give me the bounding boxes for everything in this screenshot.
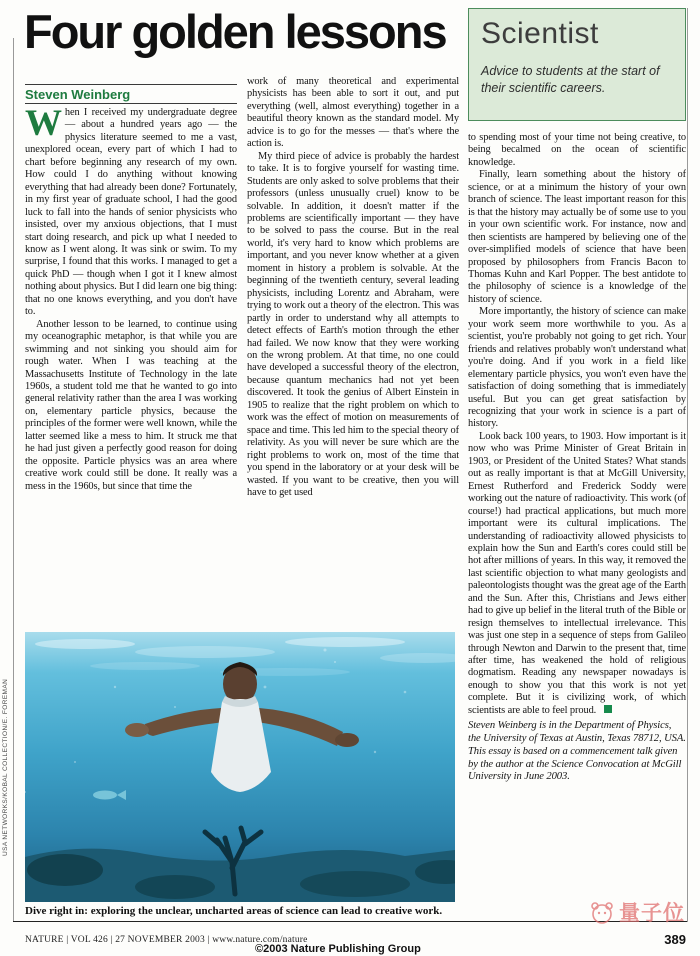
page-number: 389 [664,932,686,947]
scientist-box [468,8,686,121]
paragraph: More importantly, the history of science can make your work seem more worthwhile to you. As a scientist, you're probably not going to get rich. Your friends and relatives probably won't understand what you're doing. And if you work in a field like elementary particle physics, you won't even have the satisfaction of doing something that is immediately useful. But you can get great satisfaction by recognizing that your work in science is a part of history. [468,306,686,430]
footer-rule [13,921,687,922]
paragraph: My third piece of advice is probably the hardest to take. It is to forgive yourself for wasting time. Students are only asked to solve problems that their professors (unless unusually cruel) know to be solvable. In addition, it doesn't matter if the problems are scientifically important — they have to be solved to pass the course. But in the real world, it's very hard to know which problems are important, and you never know whether at a given moment in history a problem is solvable. At the beginning of the twentieth century, several leading physicists, including Lorentz and Abraham, were trying to work out a theory of the electron. This was partly in order to understand why all attempts to detect effects of Earth's motion through the ether had failed. We now know that they were working on the wrong problem. At that time, no one could have developed a successful theory of the electron, because quantum mechanics had not yet been discovered. It took the genius of Albert Einstein in 1905 to realize that the right problem on which to work was the effect of motion on measurements of space and time. This led him to the special theory of relativity. As you will never be sure which are the right problems to work on, most of the time that you spend in the laboratory or at your desk will be wasted. If you want to be creative, then you will have to get used [247,150,459,498]
swimmer-left-hand [125,723,149,737]
scientist-box-subtitle: Advice to students at the start of their scientific careers. [481,64,660,95]
photo-caption: Dive right in: exploring the unclear, uncharted areas of science can lead to creative work. [25,905,443,917]
footer-copyright: ©2003 Nature Publishing Group [255,943,421,955]
watermark [588,897,685,927]
watermark-text: 量子位 [619,901,685,925]
article-column-1 [25,107,237,628]
author-name: Steven Weinberg [25,87,131,102]
drop-cap: W [25,107,62,144]
right-margin-rule [687,8,688,922]
paragraph: work of many theoretical and experimental physicists has been able to sort it out, and put everything (well, almost everything) together in a beautiful theory known as the standard model. My advice is to go for the messes — that's where the action is. [247,76,459,150]
left-margin-rule [13,38,14,922]
page-title: Four golden lessons [24,5,446,58]
swimmer-right-hand [335,733,359,747]
underwater-photo-art [25,632,455,902]
article-column-3 [468,132,686,920]
scientist-box-title: Scientist [481,17,599,50]
article-column-2 [247,76,459,628]
author-bio: Steven Weinberg is in the Department of Physics, the University of Texas at Austin, Texas 78712, USA. This essay is based on a commencement talk given by the author at the Science Convocation at McGill University in June 2003. [468,720,686,783]
author-rule-bottom [25,103,237,104]
paragraph: to spending most of your time not being creative, to being becalmed on the ocean of scientific knowledge. [468,132,686,168]
paragraph-text: Look back 100 years, to 1903. How important is it now who was Prime Minister of Great Britain in 1903, or President of the United States? What stands out as really important is that at McGill University, Ernest Rutherford and Frederick Soddy were working out the nature of radioactivity. This work (of course!) had practical applications, but much more important were its cultural implications. The understanding of radioactivity allowed physicists to explain how the Sun and Earth's cores could still be hot after millions of years. In this way, it removed the last scientific objection to what many geologists and paleontologists thought was the great age of the Earth and the Sun. After this, Christians and Jews either had to give up belief in the literal truth of the Bible or resign themselves to intellectual irrelevance. This was just one step in a sequence of steps from Galileo through Newton and Darwin to the present that, time after time, has weakened the hold of religious dogmatism. Reading any newspaper nowadays is enough to show you that this work is not yet complete. But it is civilizing work, of which scientists are able to feel proud. [468,430,686,716]
paragraph [25,107,237,319]
underwater-photo [25,632,455,902]
paragraph: Another lesson to be learned, to continue using my oceanographic metaphor, is that while you are swimming and not sinking you should aim for rough water. When I was teaching at the Massachusetts Institute of Technology in the late 1960s, a student told me that he wanted to go into general relativity rather than the area I was working on, elementary particle physics, because the principles of the former were well known, while the latter seemed like a mess to him. It struck me that he had just given a perfectly good reason for doing the opposite. Particle physics was an area where creative work could still be done. It really was a mess in the 1960s, but since that time the [25,318,237,492]
paragraph: Finally, learn something about the history of science, or at a minimum the history of your own branch of science. The least important reason for this is that the history may actually be of some use to you in your own scientific work. For instance, now and then scientists are hampered by believing one of the over-simplified models of science that have been proposed by philosophers from Francis Bacon to Thomas Kuhn and Karl Popper. The best antidote to the philosophy of science is a knowledge of the history of science. [468,169,686,305]
watermark-face-icon [588,899,616,925]
paragraph-text: hen I received my undergraduate degree — about a hundred years ago — the physics literature seemed to me a vast, unexplored ocean, every part of which I had to chart before beginning any research of my own. How could I do anything without knowing everything that had already been done? Fortunately, in my first year of graduate school, I had the good luck to fall into the hands of senior physicists who insisted, over my anxious objections, that I must start doing research, and pick up what I needed to know as I went along. It was sink or swim. To my surprise, I found that this works. I managed to get a quick PhD — though when I got it I knew almost nothing about physics. But I did learn one big thing: that no one knows everything, and you don't have to. [25,107,237,318]
footer-journal-line: NATURE | VOL 426 | 27 NOVEMBER 2003 | www.nature.com/nature [25,935,308,945]
paragraph [468,431,686,717]
article-end-square-icon [604,705,612,713]
photo-credit: USA NETWORKS/KOBAL COLLECTION/E. FOREMAN [2,678,9,856]
author-rule-top [25,84,237,85]
